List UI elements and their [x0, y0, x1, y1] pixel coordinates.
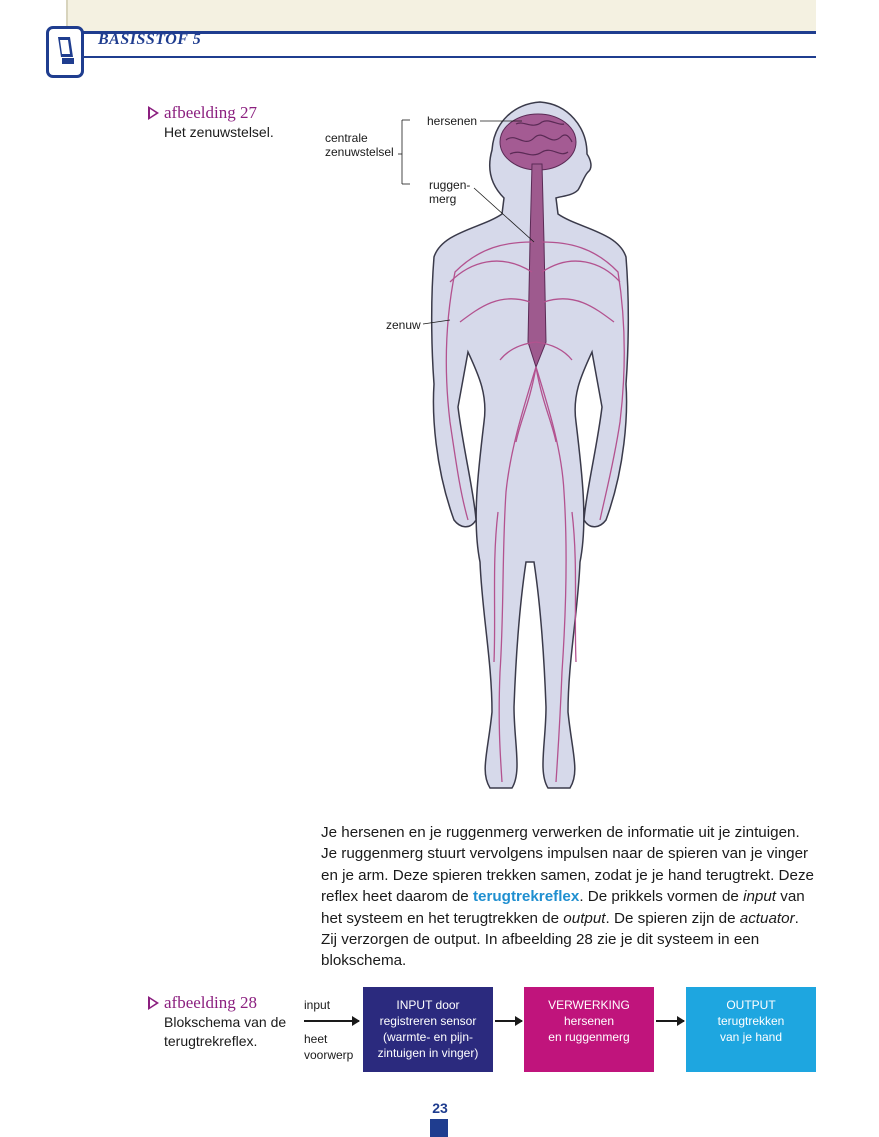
term-terugtrekreflex: terugtrekreflex [472, 888, 580, 906]
body-sentence-2: . De prikkels vormen de [579, 888, 744, 906]
label-spinal-line1: ruggen- [429, 178, 471, 192]
block-verwerking-line3: en ruggenmerg [548, 1030, 630, 1044]
label-central-nervous-system [325, 131, 394, 159]
term-output: output [563, 909, 606, 927]
label-cns-line2: zenuwstelsel [325, 145, 394, 159]
body-sentence-5: . Zij verzorgen de output. In afbeelding 28 zie je dit systeem in een blokschema. [321, 909, 799, 970]
brain [500, 114, 576, 170]
block-verwerking [524, 987, 654, 1072]
figure-28-caption [148, 993, 304, 1051]
label-cns-line1: centrale [325, 131, 368, 145]
body-sentence-4: . De spieren zijn de [605, 909, 740, 927]
page-marker [430, 1119, 448, 1137]
page-number: 23 [432, 1100, 448, 1116]
diagram-input-label: input [304, 998, 331, 1012]
book-icon [46, 26, 84, 78]
body-sentence-1: Je hersenen en je ruggenmerg verwerken de informatie uit je zintuigen. Je ruggenmerg stuurt vervolgens impulsen naar de spieren van je vinger en je arm. Deze spieren trekken samen, zodat je je hand terugtrekt. Deze reflex heet daarom de [321, 824, 815, 906]
arrow-to-input [304, 1020, 359, 1022]
section-title: BASISSTOF 5 [98, 31, 202, 48]
diagram-hot-line1: heet [304, 1032, 328, 1046]
arrow-to-output [656, 1020, 684, 1022]
block-input-line1: INPUT door [396, 998, 460, 1012]
figure-27-title: afbeelding 27 [164, 103, 257, 122]
label-spinal-line2: merg [429, 192, 457, 206]
block-input-line2: registreren sensor [379, 1014, 477, 1028]
diagram-hot-line2: voorwerp [304, 1048, 354, 1062]
figure-27-text: Het zenuwstelsel. [164, 124, 274, 140]
block-verwerking-line1: VERWERKING [548, 998, 630, 1012]
label-nerve: zenuw [386, 318, 421, 332]
block-output-line2: terugtrekken [717, 1014, 785, 1028]
block-verwerking-line2: hersenen [563, 1014, 615, 1028]
diagram-hot-object-label [304, 1031, 353, 1063]
label-brain: hersenen [427, 114, 478, 128]
figure-27-caption [148, 103, 304, 142]
term-input: input [743, 888, 777, 906]
label-spinal-cord [429, 178, 470, 206]
figure-28-text: Blokschema van de terugtrekreflex. [164, 1014, 287, 1049]
block-output [686, 987, 816, 1072]
figure-28-title: afbeelding 28 [164, 993, 257, 1012]
header-banner [66, 0, 816, 34]
arrow-to-verwerking [495, 1020, 522, 1022]
block-input-line3: (warmte- en pijn- [382, 1030, 474, 1044]
term-actuator: actuator [739, 909, 795, 927]
block-output-line1: OUTPUT [726, 998, 776, 1012]
block-input-line4: zintuigen in vinger) [377, 1046, 479, 1060]
triangle-marker-icon [148, 106, 159, 120]
nervous-system-illustration [310, 92, 640, 792]
triangle-marker-icon [148, 996, 159, 1010]
body-paragraph [321, 822, 816, 972]
block-output-line3: van je hand [719, 1030, 783, 1044]
block-input [363, 987, 493, 1072]
body-sentence-3: van het systeem en het terugtrekken de [321, 888, 805, 927]
